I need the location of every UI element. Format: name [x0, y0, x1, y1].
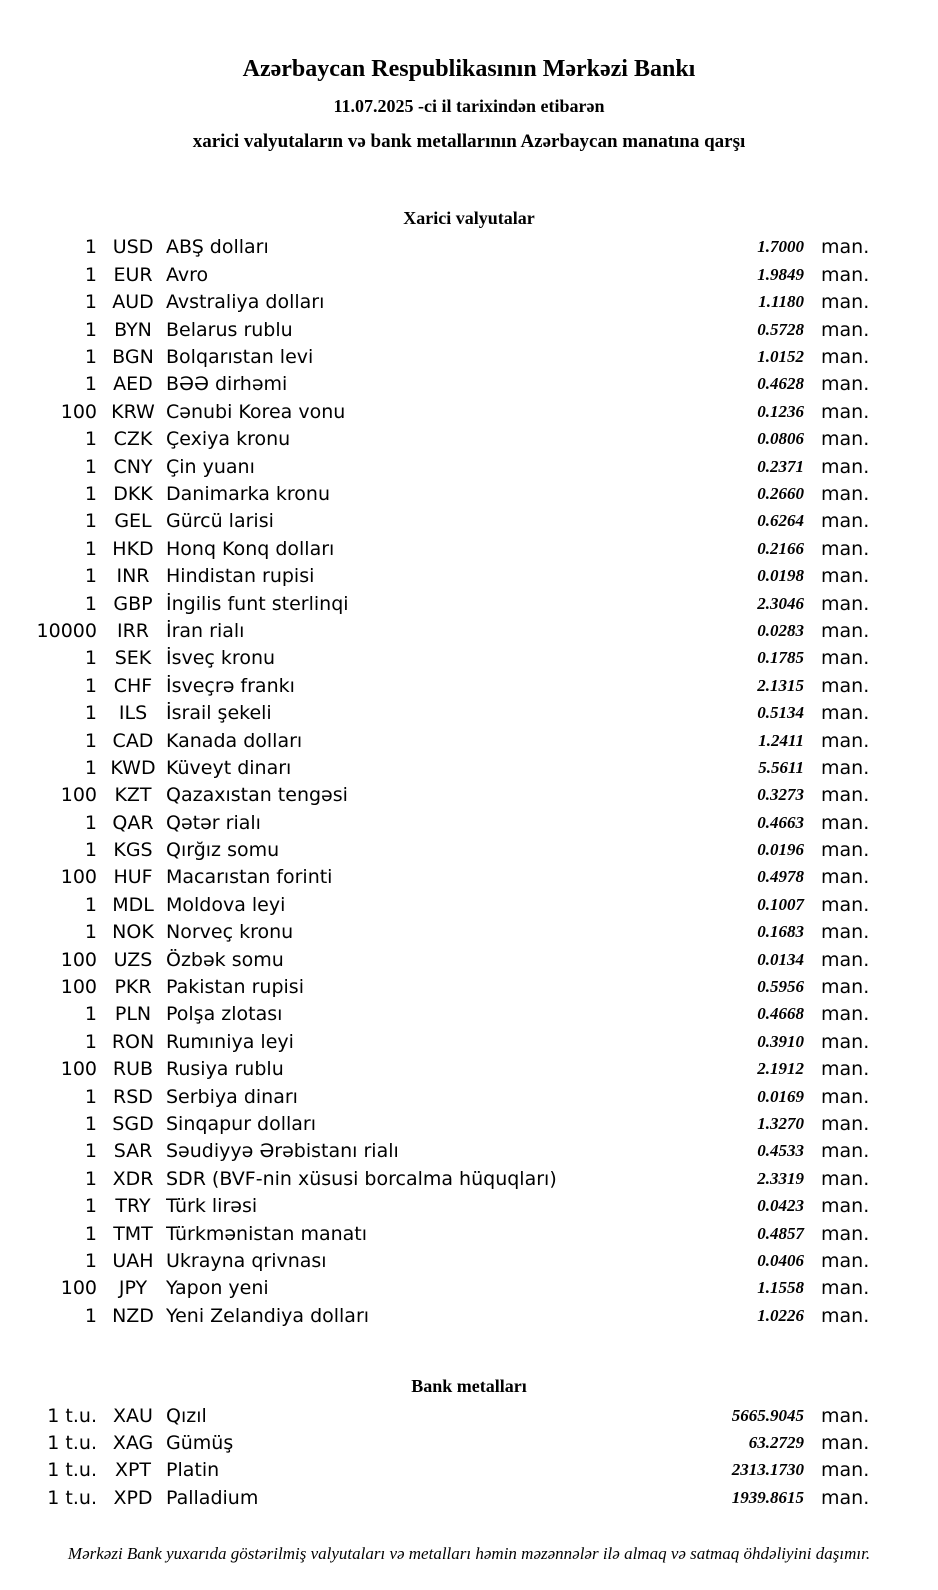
- currency-code-cell: DKK: [113, 482, 153, 505]
- exchange-rate-cell: 2.1912: [757, 1059, 804, 1079]
- quantity-cell: 1: [84, 756, 97, 779]
- quantity-cell: 100: [60, 866, 97, 889]
- table-row: [0, 426, 938, 453]
- metal-rate-table: [0, 1402, 938, 1512]
- currency-code-cell: INR: [116, 565, 150, 588]
- disclaimer-text: Mərkəzi Bank yuxarıda göstərilmiş valyutaları və metalları həmin məzənnələr ilə almaq və satmaq öhdəliyini daşımır.: [67, 1543, 871, 1563]
- currency-code-cell: UAH: [112, 1249, 154, 1272]
- quantity-cell: 1: [84, 1140, 97, 1163]
- table-row: [0, 1429, 938, 1456]
- quantity-cell: 1: [84, 291, 97, 314]
- currency-name-cell: Kanada dolları: [166, 729, 303, 752]
- currency-code-cell: KWD: [110, 756, 156, 779]
- currency-name-cell: ABŞ dolları: [166, 236, 269, 259]
- exchange-rate-cell: 0.4978: [757, 867, 804, 887]
- currency-code-cell: NZD: [112, 1304, 154, 1327]
- currency-code-cell: TMT: [113, 1222, 153, 1245]
- currency-name-cell: Serbiya dinarı: [166, 1085, 298, 1108]
- unit-label-cell: man.: [821, 318, 870, 341]
- section-title-foreign-currencies: Xarici valyutalar: [403, 208, 535, 229]
- exchange-rate-cell: 1.9849: [757, 264, 804, 284]
- currency-code-cell: XAG: [112, 1432, 154, 1455]
- unit-label-cell: man.: [821, 1222, 870, 1245]
- exchange-rate-cell: 0.1007: [757, 894, 804, 914]
- table-row: [0, 617, 938, 644]
- currency-code-cell: KRW: [111, 400, 155, 423]
- exchange-rate-cell: 2.3319: [757, 1168, 804, 1188]
- exchange-rate-cell: 0.0169: [757, 1086, 804, 1106]
- currency-name-cell: Qazaxıstan tengəsi: [166, 784, 348, 807]
- quantity-cell: 1: [84, 674, 97, 697]
- currency-name-cell: Pakistan rupisi: [166, 976, 304, 999]
- exchange-rate-cell: 0.0134: [757, 949, 804, 969]
- currency-name-cell: Bolqarıstan levi: [166, 346, 314, 369]
- table-row: [0, 316, 938, 343]
- page-title: Azərbaycan Respublikasının Mərkəzi Bankı: [242, 56, 696, 82]
- table-row: [0, 672, 938, 699]
- currency-name-cell: Çexiya kronu: [166, 428, 291, 451]
- currency-name-cell: Səudiyyə Ərəbistanı rialı: [166, 1140, 399, 1163]
- currency-name-cell: Norveç kronu: [166, 921, 294, 944]
- table-row: [0, 1457, 938, 1484]
- unit-label-cell: man.: [821, 866, 870, 889]
- exchange-rate-cell: 5.5611: [758, 757, 804, 777]
- table-row: [0, 590, 938, 617]
- unit-label-cell: man.: [821, 811, 870, 834]
- quantity-cell: 100: [60, 948, 97, 971]
- currency-code-cell: KZT: [114, 784, 152, 807]
- currency-code-cell: RSD: [113, 1085, 153, 1108]
- exchange-rate-cell: 0.4663: [757, 812, 804, 832]
- unit-label-cell: man.: [821, 948, 870, 971]
- currency-code-cell: CZK: [113, 428, 153, 451]
- currency-code-cell: PKR: [114, 976, 152, 999]
- exchange-rate-cell: 0.1236: [757, 401, 804, 421]
- table-row: [0, 1138, 938, 1165]
- exchange-rate-cell: 0.5728: [757, 319, 804, 339]
- quantity-cell: 1: [84, 565, 97, 588]
- currency-code-cell: NOK: [112, 921, 154, 944]
- table-row: [0, 727, 938, 754]
- unit-label-cell: man.: [821, 291, 870, 314]
- unit-label-cell: man.: [821, 1277, 870, 1300]
- table-row: [0, 973, 938, 1000]
- unit-label-cell: man.: [821, 263, 870, 286]
- table-row: [0, 535, 938, 562]
- unit-label-cell: man.: [821, 482, 870, 505]
- unit-label-cell: man.: [821, 1167, 870, 1190]
- currency-code-cell: RON: [111, 1030, 155, 1053]
- currency-name-cell: Yeni Zelandiya dolları: [166, 1304, 370, 1327]
- table-row: [0, 864, 938, 891]
- currency-name-cell: Yapon yeni: [166, 1277, 269, 1300]
- currency-name-cell: Türkmənistan manatı: [166, 1222, 368, 1245]
- quantity-cell: 100: [60, 1058, 97, 1081]
- exchange-rate-cell: 0.3273: [757, 785, 804, 805]
- table-row: [0, 699, 938, 726]
- currency-name-cell: Ukrayna qrivnası: [166, 1249, 327, 1272]
- exchange-rate-cell: 2313.1730: [731, 1460, 804, 1480]
- table-row: [0, 289, 938, 316]
- unit-label-cell: man.: [821, 592, 870, 615]
- unit-label-cell: man.: [821, 1140, 870, 1163]
- unit-label-cell: man.: [821, 893, 870, 916]
- exchange-rate-cell: 0.4668: [757, 1004, 804, 1024]
- exchange-rate-cell: 0.0806: [757, 429, 804, 449]
- exchange-rate-cell: 0.2371: [757, 456, 804, 476]
- currency-name-cell: Sinqapur dolları: [166, 1112, 317, 1135]
- table-row: [0, 1028, 938, 1055]
- currency-code-cell: SAR: [113, 1140, 153, 1163]
- currency-code-cell: XDR: [112, 1167, 154, 1190]
- unit-label-cell: man.: [821, 1003, 870, 1026]
- exchange-rate-cell: 2.1315: [757, 675, 804, 695]
- exchange-rate-cell: 2.3046: [757, 593, 804, 613]
- exchange-rate-cell: 1.3270: [757, 1113, 804, 1133]
- table-row: [0, 343, 938, 370]
- unit-label-cell: man.: [821, 1486, 870, 1509]
- table-row: [0, 1247, 938, 1274]
- quantity-cell: 1: [84, 1222, 97, 1245]
- currency-code-cell: HUF: [113, 866, 153, 889]
- currency-name-cell: İsrail şekeli: [166, 702, 272, 725]
- exchange-rate-cell: 0.0196: [757, 840, 804, 860]
- table-row: [0, 1001, 938, 1028]
- currency-code-cell: XPD: [113, 1486, 153, 1509]
- currency-code-cell: GEL: [114, 510, 152, 533]
- currency-name-cell: Hindistan rupisi: [166, 565, 315, 588]
- currency-name-cell: Moldova leyi: [166, 893, 286, 916]
- unit-label-cell: man.: [821, 428, 870, 451]
- quantity-cell: 1: [84, 1304, 97, 1327]
- exchange-rate-cell: 0.0283: [757, 620, 804, 640]
- unit-label-cell: man.: [821, 1058, 870, 1081]
- unit-label-cell: man.: [821, 729, 870, 752]
- exchange-rate-cell: 0.5956: [757, 977, 804, 997]
- unit-label-cell: man.: [821, 1112, 870, 1135]
- exchange-rate-cell: 1.7000: [757, 237, 804, 257]
- table-row: [0, 919, 938, 946]
- currency-code-cell: PLN: [114, 1003, 152, 1026]
- exchange-rate-cell: 63.2729: [748, 1433, 804, 1453]
- exchange-rate-cell: 1.0152: [757, 347, 804, 367]
- currency-name-cell: İran rialı: [166, 619, 245, 642]
- quantity-cell: 1: [84, 839, 97, 862]
- exchange-rate-cell: 0.0198: [757, 566, 804, 586]
- table-row: [0, 234, 938, 261]
- unit-label-cell: man.: [821, 1432, 870, 1455]
- quantity-cell: 1: [84, 1167, 97, 1190]
- table-row: [0, 1220, 938, 1247]
- quantity-cell: 1: [84, 811, 97, 834]
- exchange-rate-cell: 0.4628: [757, 374, 804, 394]
- table-row: [0, 1484, 938, 1511]
- currency-code-cell: MDL: [112, 893, 154, 916]
- currency-code-cell: UZS: [113, 948, 153, 971]
- currency-code-cell: QAR: [112, 811, 154, 834]
- table-row: [0, 1083, 938, 1110]
- currency-name-cell: Küveyt dinarı: [166, 756, 292, 779]
- currency-code-cell: XAU: [113, 1404, 153, 1427]
- currency-name-cell: İngilis funt sterlinqi: [166, 592, 349, 615]
- currency-code-cell: AUD: [112, 291, 154, 314]
- quantity-cell: 1: [84, 1112, 97, 1135]
- unit-label-cell: man.: [821, 647, 870, 670]
- quantity-cell: 1: [84, 346, 97, 369]
- unit-label-cell: man.: [821, 1459, 870, 1482]
- currency-name-cell: Qızıl: [166, 1404, 207, 1427]
- quantity-cell: 1: [84, 1085, 97, 1108]
- table-row: [0, 946, 938, 973]
- section-title-bank-metals: Bank metalları: [411, 1376, 527, 1397]
- quantity-cell: 100: [60, 784, 97, 807]
- unit-label-cell: man.: [821, 1195, 870, 1218]
- quantity-cell: 10000: [36, 619, 97, 642]
- currency-name-cell: Honq Konq dolları: [166, 537, 335, 560]
- quantity-cell: 1: [84, 455, 97, 478]
- exchange-rate-cell: 0.0423: [757, 1196, 804, 1216]
- quantity-cell: 1: [84, 729, 97, 752]
- unit-label-cell: man.: [821, 839, 870, 862]
- table-row: [0, 480, 938, 507]
- exchange-rate-cell: 0.5134: [757, 703, 804, 723]
- unit-label-cell: man.: [821, 674, 870, 697]
- exchange-rate-cell: 0.1683: [757, 922, 804, 942]
- quantity-cell: 1: [84, 510, 97, 533]
- table-row: [0, 754, 938, 781]
- table-row: [0, 1192, 938, 1219]
- quantity-cell: 1: [84, 1030, 97, 1053]
- exchange-rate-cell: 1.1558: [757, 1278, 804, 1298]
- unit-label-cell: man.: [821, 784, 870, 807]
- currency-name-cell: Palladium: [166, 1486, 259, 1509]
- currency-name-cell: Gümüş: [166, 1432, 234, 1455]
- table-row: [0, 645, 938, 672]
- quantity-cell: 1 t.u.: [47, 1459, 97, 1482]
- currency-name-cell: Danimarka kronu: [166, 482, 331, 505]
- unit-label-cell: man.: [821, 537, 870, 560]
- exchange-rate-cell: 0.2660: [757, 483, 804, 503]
- exchange-rate-cell: 1.0226: [757, 1305, 804, 1325]
- currency-code-cell: USD: [112, 236, 154, 259]
- exchange-rate-cell: 1.2411: [758, 730, 804, 750]
- currency-code-cell: SEK: [114, 647, 152, 670]
- table-row: [0, 508, 938, 535]
- unit-label-cell: man.: [821, 1304, 870, 1327]
- quantity-cell: 1: [84, 373, 97, 396]
- table-row: [0, 371, 938, 398]
- table-row: [0, 398, 938, 425]
- unit-label-cell: man.: [821, 1249, 870, 1272]
- unit-label-cell: man.: [821, 346, 870, 369]
- quantity-cell: 1: [84, 537, 97, 560]
- currency-name-cell: Türk lirəsi: [166, 1195, 258, 1218]
- currency-name-cell: Platin: [166, 1459, 220, 1482]
- currency-name-cell: Avro: [166, 263, 209, 286]
- unit-label-cell: man.: [821, 702, 870, 725]
- exchange-rate-cell: 0.3910: [757, 1031, 804, 1051]
- currency-name-cell: Belarus rublu: [166, 318, 293, 341]
- table-row: [0, 1110, 938, 1137]
- unit-label-cell: man.: [821, 921, 870, 944]
- table-row: [0, 1056, 938, 1083]
- currency-name-cell: Qırğız somu: [166, 839, 280, 862]
- currency-rate-table: [0, 234, 938, 1330]
- table-row: [0, 836, 938, 863]
- effective-date-line: 11.07.2025 -ci il tarixindən etibarən: [333, 95, 605, 116]
- unit-label-cell: man.: [821, 1404, 870, 1427]
- currency-code-cell: KGS: [113, 839, 153, 862]
- currency-name-cell: Macarıstan forinti: [166, 866, 333, 889]
- table-row: [0, 453, 938, 480]
- quantity-cell: 100: [60, 1277, 97, 1300]
- currency-name-cell: SDR (BVF-nin xüsusi borcalma hüquqları): [166, 1167, 557, 1190]
- exchange-rate-cell: 0.6264: [757, 511, 804, 531]
- exchange-rate-cell: 0.1785: [757, 648, 804, 668]
- currency-name-cell: BƏƏ dirhəmi: [166, 373, 288, 396]
- unit-label-cell: man.: [821, 976, 870, 999]
- currency-name-cell: Qətər rialı: [166, 811, 261, 834]
- table-row: [0, 261, 938, 288]
- currency-code-cell: GBP: [113, 592, 153, 615]
- currency-code-cell: CAD: [112, 729, 154, 752]
- currency-code-cell: EUR: [113, 263, 153, 286]
- quantity-cell: 100: [60, 976, 97, 999]
- currency-code-cell: JPY: [118, 1277, 148, 1300]
- unit-label-cell: man.: [821, 510, 870, 533]
- currency-code-cell: XPT: [114, 1459, 152, 1482]
- unit-label-cell: man.: [821, 400, 870, 423]
- currency-name-cell: Rumıniya leyi: [166, 1030, 294, 1053]
- currency-name-cell: Özbək somu: [166, 948, 284, 971]
- currency-name-cell: Gürcü larisi: [166, 510, 274, 533]
- exchange-rate-cell: 1.1180: [758, 292, 804, 312]
- table-row: [0, 1302, 938, 1329]
- currency-code-cell: RUB: [112, 1058, 154, 1081]
- quantity-cell: 1: [84, 428, 97, 451]
- quantity-cell: 1: [84, 1195, 97, 1218]
- quantity-cell: 1: [84, 482, 97, 505]
- currency-code-cell: CHF: [113, 674, 153, 697]
- currency-name-cell: İsveçrə frankı: [166, 674, 295, 697]
- quantity-cell: 1 t.u.: [47, 1404, 97, 1427]
- quantity-cell: 1 t.u.: [47, 1432, 97, 1455]
- quantity-cell: 1: [84, 236, 97, 259]
- currency-code-cell: AED: [113, 373, 153, 396]
- quantity-cell: 1 t.u.: [47, 1486, 97, 1509]
- currency-code-cell: SGD: [112, 1112, 154, 1135]
- exchange-rate-cell: 0.0406: [757, 1250, 804, 1270]
- table-row: [0, 809, 938, 836]
- unit-label-cell: man.: [821, 373, 870, 396]
- unit-label-cell: man.: [821, 565, 870, 588]
- quantity-cell: 1: [84, 1249, 97, 1272]
- currency-code-cell: IRR: [116, 619, 149, 642]
- quantity-cell: 100: [60, 400, 97, 423]
- currency-name-cell: Çin yuanı: [166, 455, 255, 478]
- exchange-rate-cell: 0.4857: [757, 1223, 804, 1243]
- currency-code-cell: ILS: [118, 702, 148, 725]
- quantity-cell: 1: [84, 592, 97, 615]
- currency-code-cell: TRY: [115, 1195, 151, 1218]
- table-row: [0, 562, 938, 589]
- subtitle: xarici valyutaların və bank metallarının Azərbaycan manatına qarşı: [192, 131, 746, 153]
- currency-name-cell: Cənubi Korea vonu: [166, 400, 346, 423]
- exchange-rate-cell: 0.2166: [757, 538, 804, 558]
- currency-code-cell: BGN: [112, 346, 154, 369]
- exchange-rate-cell: 1939.8615: [731, 1487, 804, 1507]
- table-row: [0, 1402, 938, 1429]
- quantity-cell: 1: [84, 702, 97, 725]
- table-row: [0, 1275, 938, 1302]
- exchange-rate-cell: 5665.9045: [731, 1405, 804, 1425]
- unit-label-cell: man.: [821, 1030, 870, 1053]
- currency-name-cell: İsveç kronu: [166, 647, 276, 670]
- quantity-cell: 1: [84, 263, 97, 286]
- currency-name-cell: Polşa zlotası: [166, 1003, 283, 1026]
- unit-label-cell: man.: [821, 455, 870, 478]
- unit-label-cell: man.: [821, 236, 870, 259]
- currency-name-cell: Rusiya rublu: [166, 1058, 284, 1081]
- table-row: [0, 891, 938, 918]
- currency-code-cell: CNY: [113, 455, 153, 478]
- quantity-cell: 1: [84, 647, 97, 670]
- currency-name-cell: Avstraliya dolları: [166, 291, 325, 314]
- table-row: [0, 782, 938, 809]
- quantity-cell: 1: [84, 893, 97, 916]
- quantity-cell: 1: [84, 1003, 97, 1026]
- quantity-cell: 1: [84, 921, 97, 944]
- table-row: [0, 1165, 938, 1192]
- unit-label-cell: man.: [821, 619, 870, 642]
- currency-code-cell: HKD: [112, 537, 154, 560]
- currency-code-cell: BYN: [114, 318, 152, 341]
- unit-label-cell: man.: [821, 756, 870, 779]
- quantity-cell: 1: [84, 318, 97, 341]
- unit-label-cell: man.: [821, 1085, 870, 1108]
- exchange-rate-cell: 0.4533: [757, 1141, 804, 1161]
